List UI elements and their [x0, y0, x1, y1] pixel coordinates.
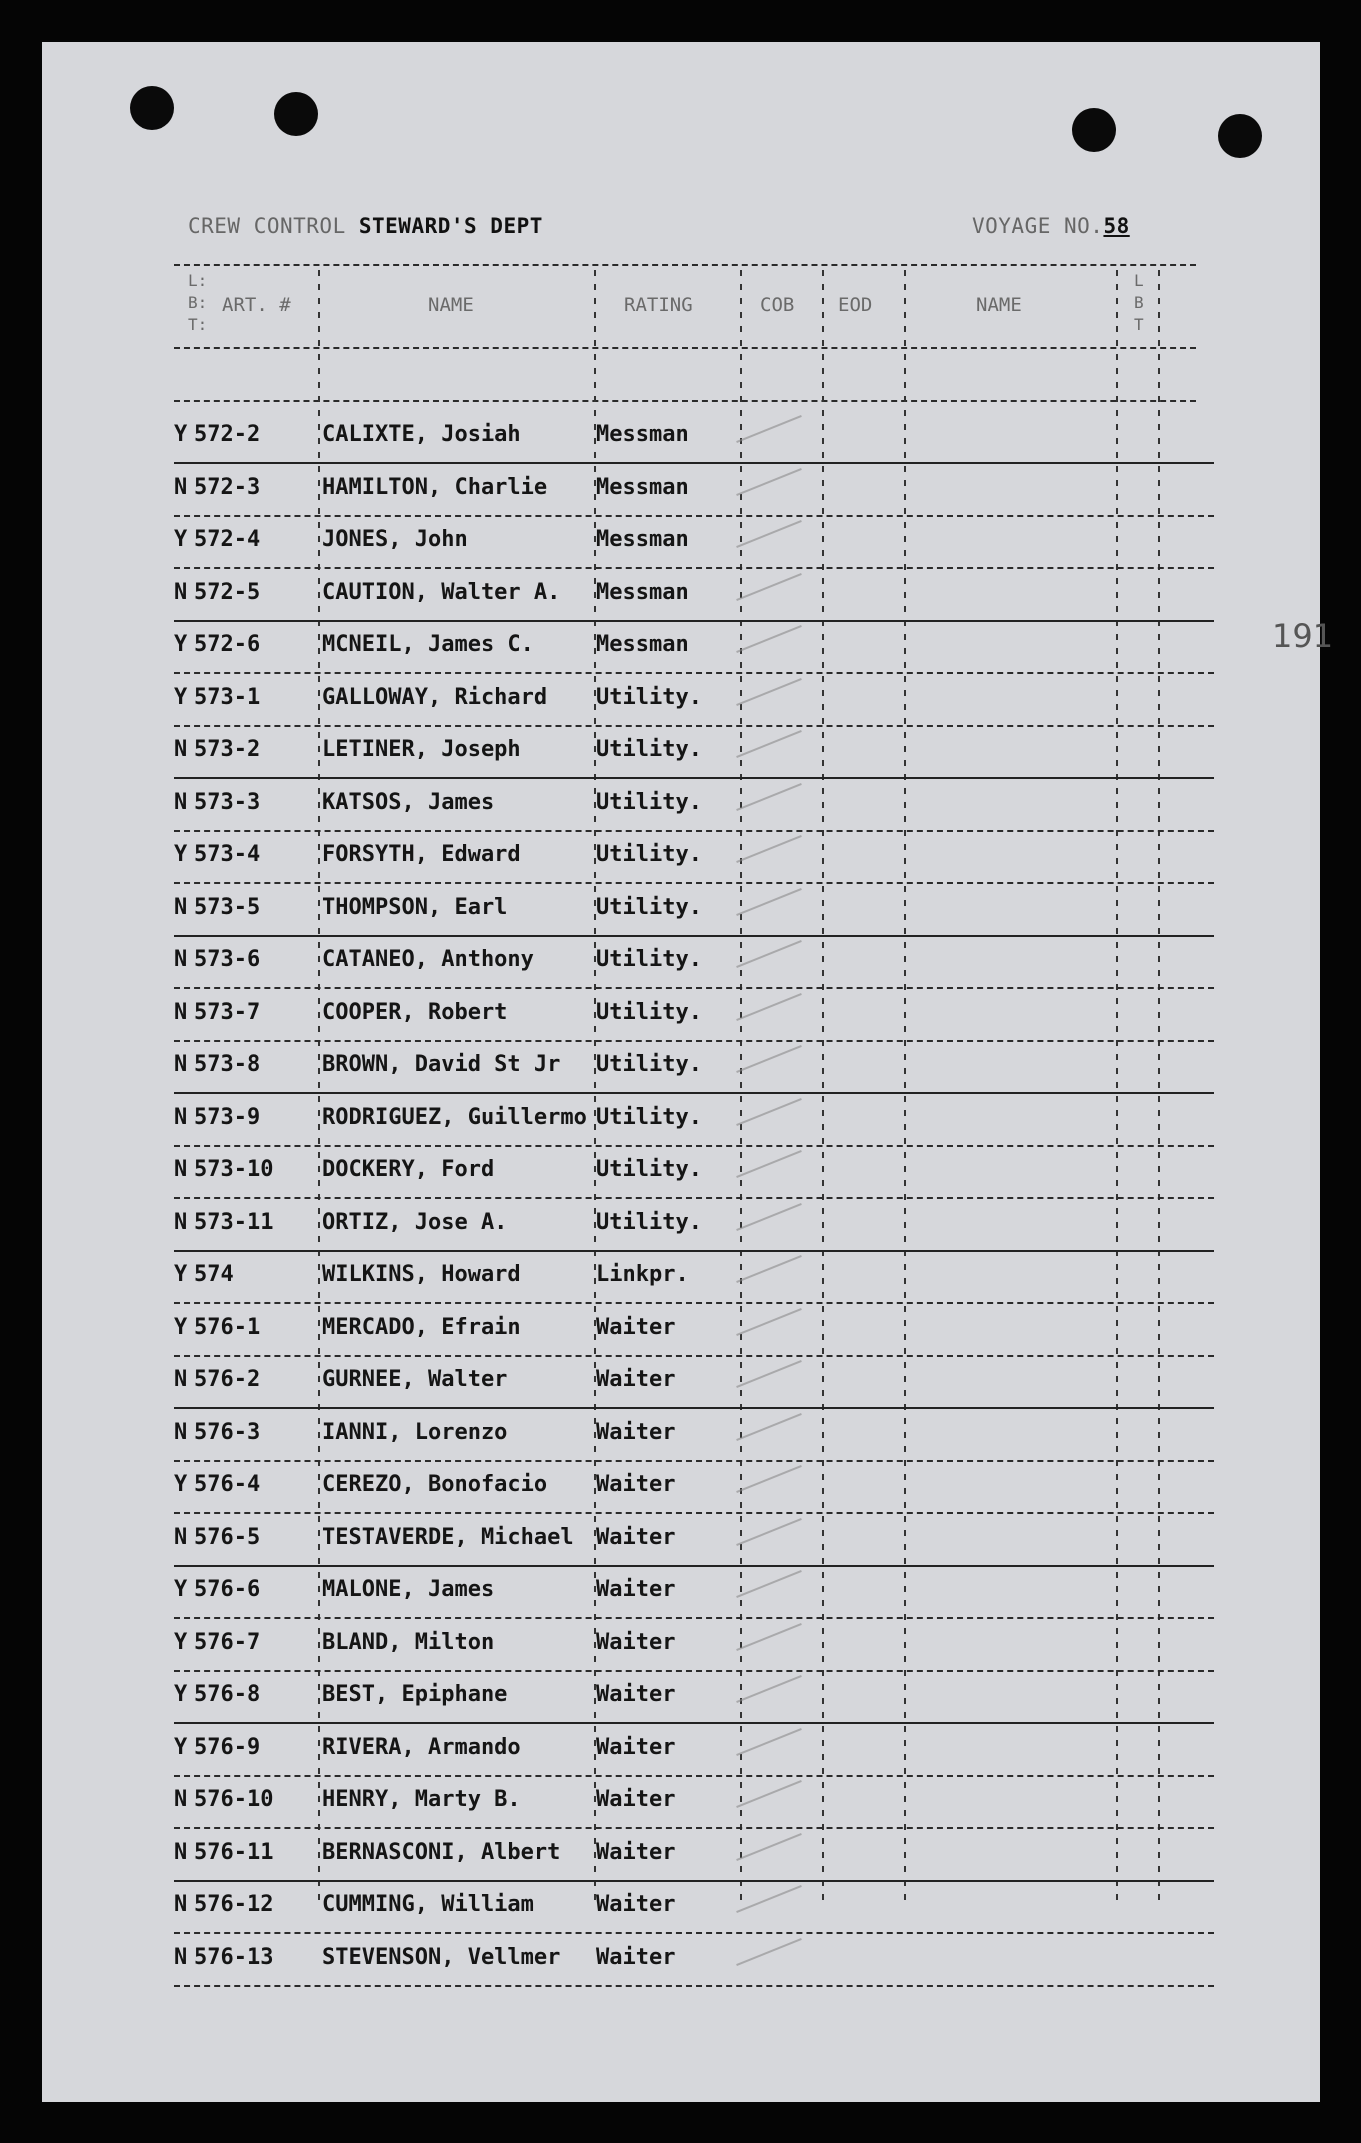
table-row: [174, 622, 1214, 674]
row-rating: Messman: [596, 422, 689, 447]
row-art-number: 576-4: [194, 1472, 261, 1497]
row-name: GURNEE, Walter: [322, 1367, 508, 1392]
row-art-number: 573-3: [194, 789, 261, 815]
row-lbt: N: [174, 1524, 188, 1550]
row-art-number: 572-6: [194, 632, 261, 657]
cob-check-mark: [736, 1045, 802, 1073]
row-name: HENRY, Marty B.: [322, 1787, 521, 1812]
row-art-number: 573-4: [194, 842, 261, 867]
row-rating: Utility.: [596, 789, 702, 815]
cob-check-mark: [736, 1412, 802, 1440]
row-art-number: 576-2: [194, 1367, 261, 1392]
row-separator: [174, 1985, 1214, 1987]
row-name: GALLOWAY, Richard: [322, 684, 548, 710]
cob-check-mark: [736, 1622, 802, 1650]
row-art-number: 573-7: [194, 999, 261, 1025]
row-art-number: 576-5: [194, 1524, 261, 1550]
row-lbt: N: [174, 1419, 188, 1445]
table-row: [174, 517, 1214, 569]
table-row: [174, 1567, 1214, 1619]
cob-check-mark: [736, 1727, 802, 1755]
row-lbt: Y: [174, 1577, 188, 1602]
row-rating: Utility.: [596, 684, 702, 710]
table-row: [174, 1462, 1214, 1514]
row-lbt: Y: [174, 1734, 188, 1760]
row-name: IANNI, Lorenzo: [322, 1419, 508, 1445]
table-row: [174, 675, 1214, 727]
row-name: LETINER, Joseph: [322, 737, 521, 762]
table-row: [174, 1672, 1214, 1724]
row-rating: Waiter: [596, 1577, 676, 1602]
table-row: [174, 832, 1214, 884]
cob-check-mark: [736, 1675, 802, 1703]
table-row: [174, 1725, 1214, 1777]
header-rule: [174, 264, 1196, 266]
row-name: WILKINS, Howard: [322, 1262, 521, 1287]
row-name: FORSYTH, Edward: [322, 842, 521, 867]
cob-check-mark: [736, 730, 802, 758]
column-lbt-right: L B T: [1134, 271, 1144, 334]
row-name: THOMPSON, Earl: [322, 894, 508, 920]
cob-check-mark: [736, 1517, 802, 1545]
row-name: MALONE, James: [322, 1577, 495, 1602]
row-lbt: N: [174, 737, 188, 762]
row-rating: Waiter: [596, 1734, 676, 1760]
table-row: [174, 990, 1214, 1042]
punch-hole: [130, 86, 174, 130]
row-art-number: 572-4: [194, 527, 261, 552]
row-lbt: N: [174, 474, 188, 500]
row-name: CATANEO, Anthony: [322, 947, 534, 972]
table-row: [174, 465, 1214, 517]
row-rating: Utility.: [596, 1104, 702, 1130]
row-rating: Waiter: [596, 1892, 676, 1917]
row-lbt: N: [174, 1209, 188, 1235]
row-lbt: Y: [174, 1262, 188, 1287]
table-row: [174, 412, 1214, 464]
cob-check-mark: [736, 572, 802, 600]
table-row: [174, 1777, 1214, 1829]
cob-check-mark: [736, 1570, 802, 1598]
row-lbt: N: [174, 789, 188, 815]
row-name: STEVENSON, Vellmer: [322, 1944, 561, 1970]
row-rating: Messman: [596, 527, 689, 552]
table-row: [174, 937, 1214, 989]
row-name: ORTIZ, Jose A.: [322, 1209, 508, 1235]
voyage-block: [972, 214, 1130, 238]
row-art-number: 573-11: [194, 1209, 274, 1235]
row-name: RODRIGUEZ, Guillermo: [322, 1104, 587, 1130]
row-lbt: N: [174, 947, 188, 972]
table-row: [174, 885, 1214, 937]
cob-check-mark: [736, 677, 802, 705]
row-art-number: 572-2: [194, 422, 261, 447]
row-rating: Waiter: [596, 1314, 676, 1340]
row-rating: Utility.: [596, 842, 702, 867]
table-row: [174, 727, 1214, 779]
row-lbt: N: [174, 999, 188, 1025]
voyage-label: VOYAGE NO.: [972, 214, 1104, 238]
row-art-number: 572-5: [194, 579, 261, 605]
row-rating: Waiter: [596, 1472, 676, 1497]
cob-check-mark: [736, 625, 802, 653]
column-eod: EOD: [838, 294, 873, 316]
row-name: HAMILTON, Charlie: [322, 474, 548, 500]
column-lbt-left: L: B: T:: [188, 271, 208, 334]
row-rating: Utility.: [596, 737, 702, 762]
column-cob: COB: [760, 294, 795, 316]
row-art-number: 576-9: [194, 1734, 261, 1760]
row-art-number: 574: [194, 1262, 234, 1287]
row-lbt: N: [174, 1944, 188, 1970]
table-row: [174, 1252, 1214, 1304]
cob-check-mark: [736, 520, 802, 548]
column-art: ART. #: [222, 294, 291, 316]
row-name: TESTAVERDE, Michael: [322, 1524, 574, 1550]
row-lbt: N: [174, 1104, 188, 1130]
table-row: [174, 1935, 1214, 1987]
row-rating: Waiter: [596, 1787, 676, 1812]
punch-hole: [274, 92, 318, 136]
punch-hole: [1072, 108, 1116, 152]
row-lbt: Y: [174, 842, 188, 867]
row-name: RIVERA, Armando: [322, 1734, 521, 1760]
cob-check-mark: [736, 940, 802, 968]
table-row: [174, 1882, 1214, 1934]
row-rating: Waiter: [596, 1419, 676, 1445]
row-art-number: 576-11: [194, 1839, 274, 1865]
cob-check-mark: [736, 782, 802, 810]
row-rating: Linkpr.: [596, 1262, 689, 1287]
row-art-number: 576-10: [194, 1787, 274, 1812]
row-art-number: 576-8: [194, 1682, 261, 1707]
department-label: STEWARD'S DEPT: [358, 214, 543, 238]
table-row: [174, 1305, 1214, 1357]
cob-check-mark: [736, 1780, 802, 1808]
row-art-number: 573-6: [194, 947, 261, 972]
row-lbt: N: [174, 1839, 188, 1865]
row-name: MCNEIL, James C.: [322, 632, 534, 657]
row-art-number: 573-1: [194, 684, 261, 710]
row-lbt: Y: [174, 1682, 188, 1707]
row-lbt: Y: [174, 422, 188, 447]
page-number: 191: [1272, 617, 1334, 655]
row-name: CALIXTE, Josiah: [322, 422, 521, 447]
table-row: [174, 570, 1214, 622]
cob-check-mark: [736, 1202, 802, 1230]
row-rating: Utility.: [596, 1157, 702, 1182]
row-art-number: 573-2: [194, 737, 261, 762]
row-art-number: 576-7: [194, 1629, 261, 1655]
row-lbt: N: [174, 894, 188, 920]
header-line: [188, 214, 543, 238]
row-rating: Waiter: [596, 1839, 676, 1865]
table-row: [174, 1357, 1214, 1409]
cob-check-mark: [736, 835, 802, 863]
cob-check-mark: [736, 415, 802, 443]
row-name: KATSOS, James: [322, 789, 495, 815]
row-rating: Messman: [596, 474, 689, 500]
row-rating: Utility.: [596, 1209, 702, 1235]
row-name: COOPER, Robert: [322, 999, 508, 1025]
row-rating: Messman: [596, 579, 689, 605]
row-name: CUMMING, William: [322, 1892, 534, 1917]
row-lbt: N: [174, 1892, 188, 1917]
row-art-number: 573-10: [194, 1157, 274, 1182]
cob-check-mark: [736, 1255, 802, 1283]
row-name: CAUTION, Walter A.: [322, 579, 561, 605]
row-lbt: N: [174, 1787, 188, 1812]
voyage-number: 58: [1103, 214, 1130, 238]
punch-hole: [1218, 114, 1262, 158]
row-name: BERNASCONI, Albert: [322, 1839, 561, 1865]
row-name: MERCADO, Efrain: [322, 1314, 521, 1340]
row-art-number: 573-9: [194, 1104, 261, 1130]
row-lbt: Y: [174, 527, 188, 552]
table-row: [174, 1042, 1214, 1094]
row-art-number: 576-3: [194, 1419, 261, 1445]
row-lbt: Y: [174, 632, 188, 657]
cob-check-mark: [736, 467, 802, 495]
cob-check-mark: [736, 1885, 802, 1913]
row-name: BLAND, Milton: [322, 1629, 495, 1655]
table-row: [174, 1095, 1214, 1147]
row-name: BEST, Epiphane: [322, 1682, 508, 1707]
cob-check-mark: [736, 1097, 802, 1125]
cob-check-mark: [736, 992, 802, 1020]
row-rating: Waiter: [596, 1944, 676, 1970]
document-sheet: [42, 42, 1334, 2102]
row-art-number: 572-3: [194, 474, 261, 500]
row-rating: Utility.: [596, 999, 702, 1025]
table-row: [174, 1830, 1214, 1882]
table-row: [174, 1410, 1214, 1462]
row-rating: Utility.: [596, 1052, 702, 1077]
column-name-2: NAME: [976, 294, 1022, 316]
cob-check-mark: [736, 1937, 802, 1965]
row-rating: Messman: [596, 632, 689, 657]
table-row: [174, 1147, 1214, 1199]
table-row: [174, 1620, 1214, 1672]
row-name: DOCKERY, Ford: [322, 1157, 495, 1182]
row-art-number: 573-8: [194, 1052, 261, 1077]
row-lbt: Y: [174, 1472, 188, 1497]
row-name: BROWN, David St Jr: [322, 1052, 561, 1077]
row-lbt: Y: [174, 1314, 188, 1340]
table-row: [174, 1200, 1214, 1252]
row-name: CEREZO, Bonofacio: [322, 1472, 548, 1497]
row-art-number: 576-13: [194, 1944, 274, 1970]
cob-check-mark: [736, 1307, 802, 1335]
cob-check-mark: [736, 1150, 802, 1178]
row-art-number: 576-6: [194, 1577, 261, 1602]
column-name: NAME: [428, 294, 474, 316]
cob-check-mark: [736, 887, 802, 915]
row-lbt: Y: [174, 684, 188, 710]
row-lbt: N: [174, 1157, 188, 1182]
row-rating: Utility.: [596, 947, 702, 972]
row-rating: Waiter: [596, 1367, 676, 1392]
table-row: [174, 1515, 1214, 1567]
cob-check-mark: [736, 1832, 802, 1860]
row-lbt: N: [174, 1367, 188, 1392]
crew-control-label: CREW CONTROL: [188, 214, 346, 238]
column-rating: RATING: [624, 294, 693, 316]
row-art-number: 573-5: [194, 894, 261, 920]
cob-check-mark: [736, 1360, 802, 1388]
table-row: [174, 780, 1214, 832]
row-rating: Utility.: [596, 894, 702, 920]
row-lbt: N: [174, 1052, 188, 1077]
row-rating: Waiter: [596, 1524, 676, 1550]
header-rule: [174, 400, 1196, 402]
row-rating: Waiter: [596, 1682, 676, 1707]
row-lbt: N: [174, 579, 188, 605]
row-art-number: 576-1: [194, 1314, 261, 1340]
row-name: JONES, John: [322, 527, 468, 552]
row-rating: Waiter: [596, 1629, 676, 1655]
row-lbt: Y: [174, 1629, 188, 1655]
row-art-number: 576-12: [194, 1892, 274, 1917]
cob-check-mark: [736, 1465, 802, 1493]
